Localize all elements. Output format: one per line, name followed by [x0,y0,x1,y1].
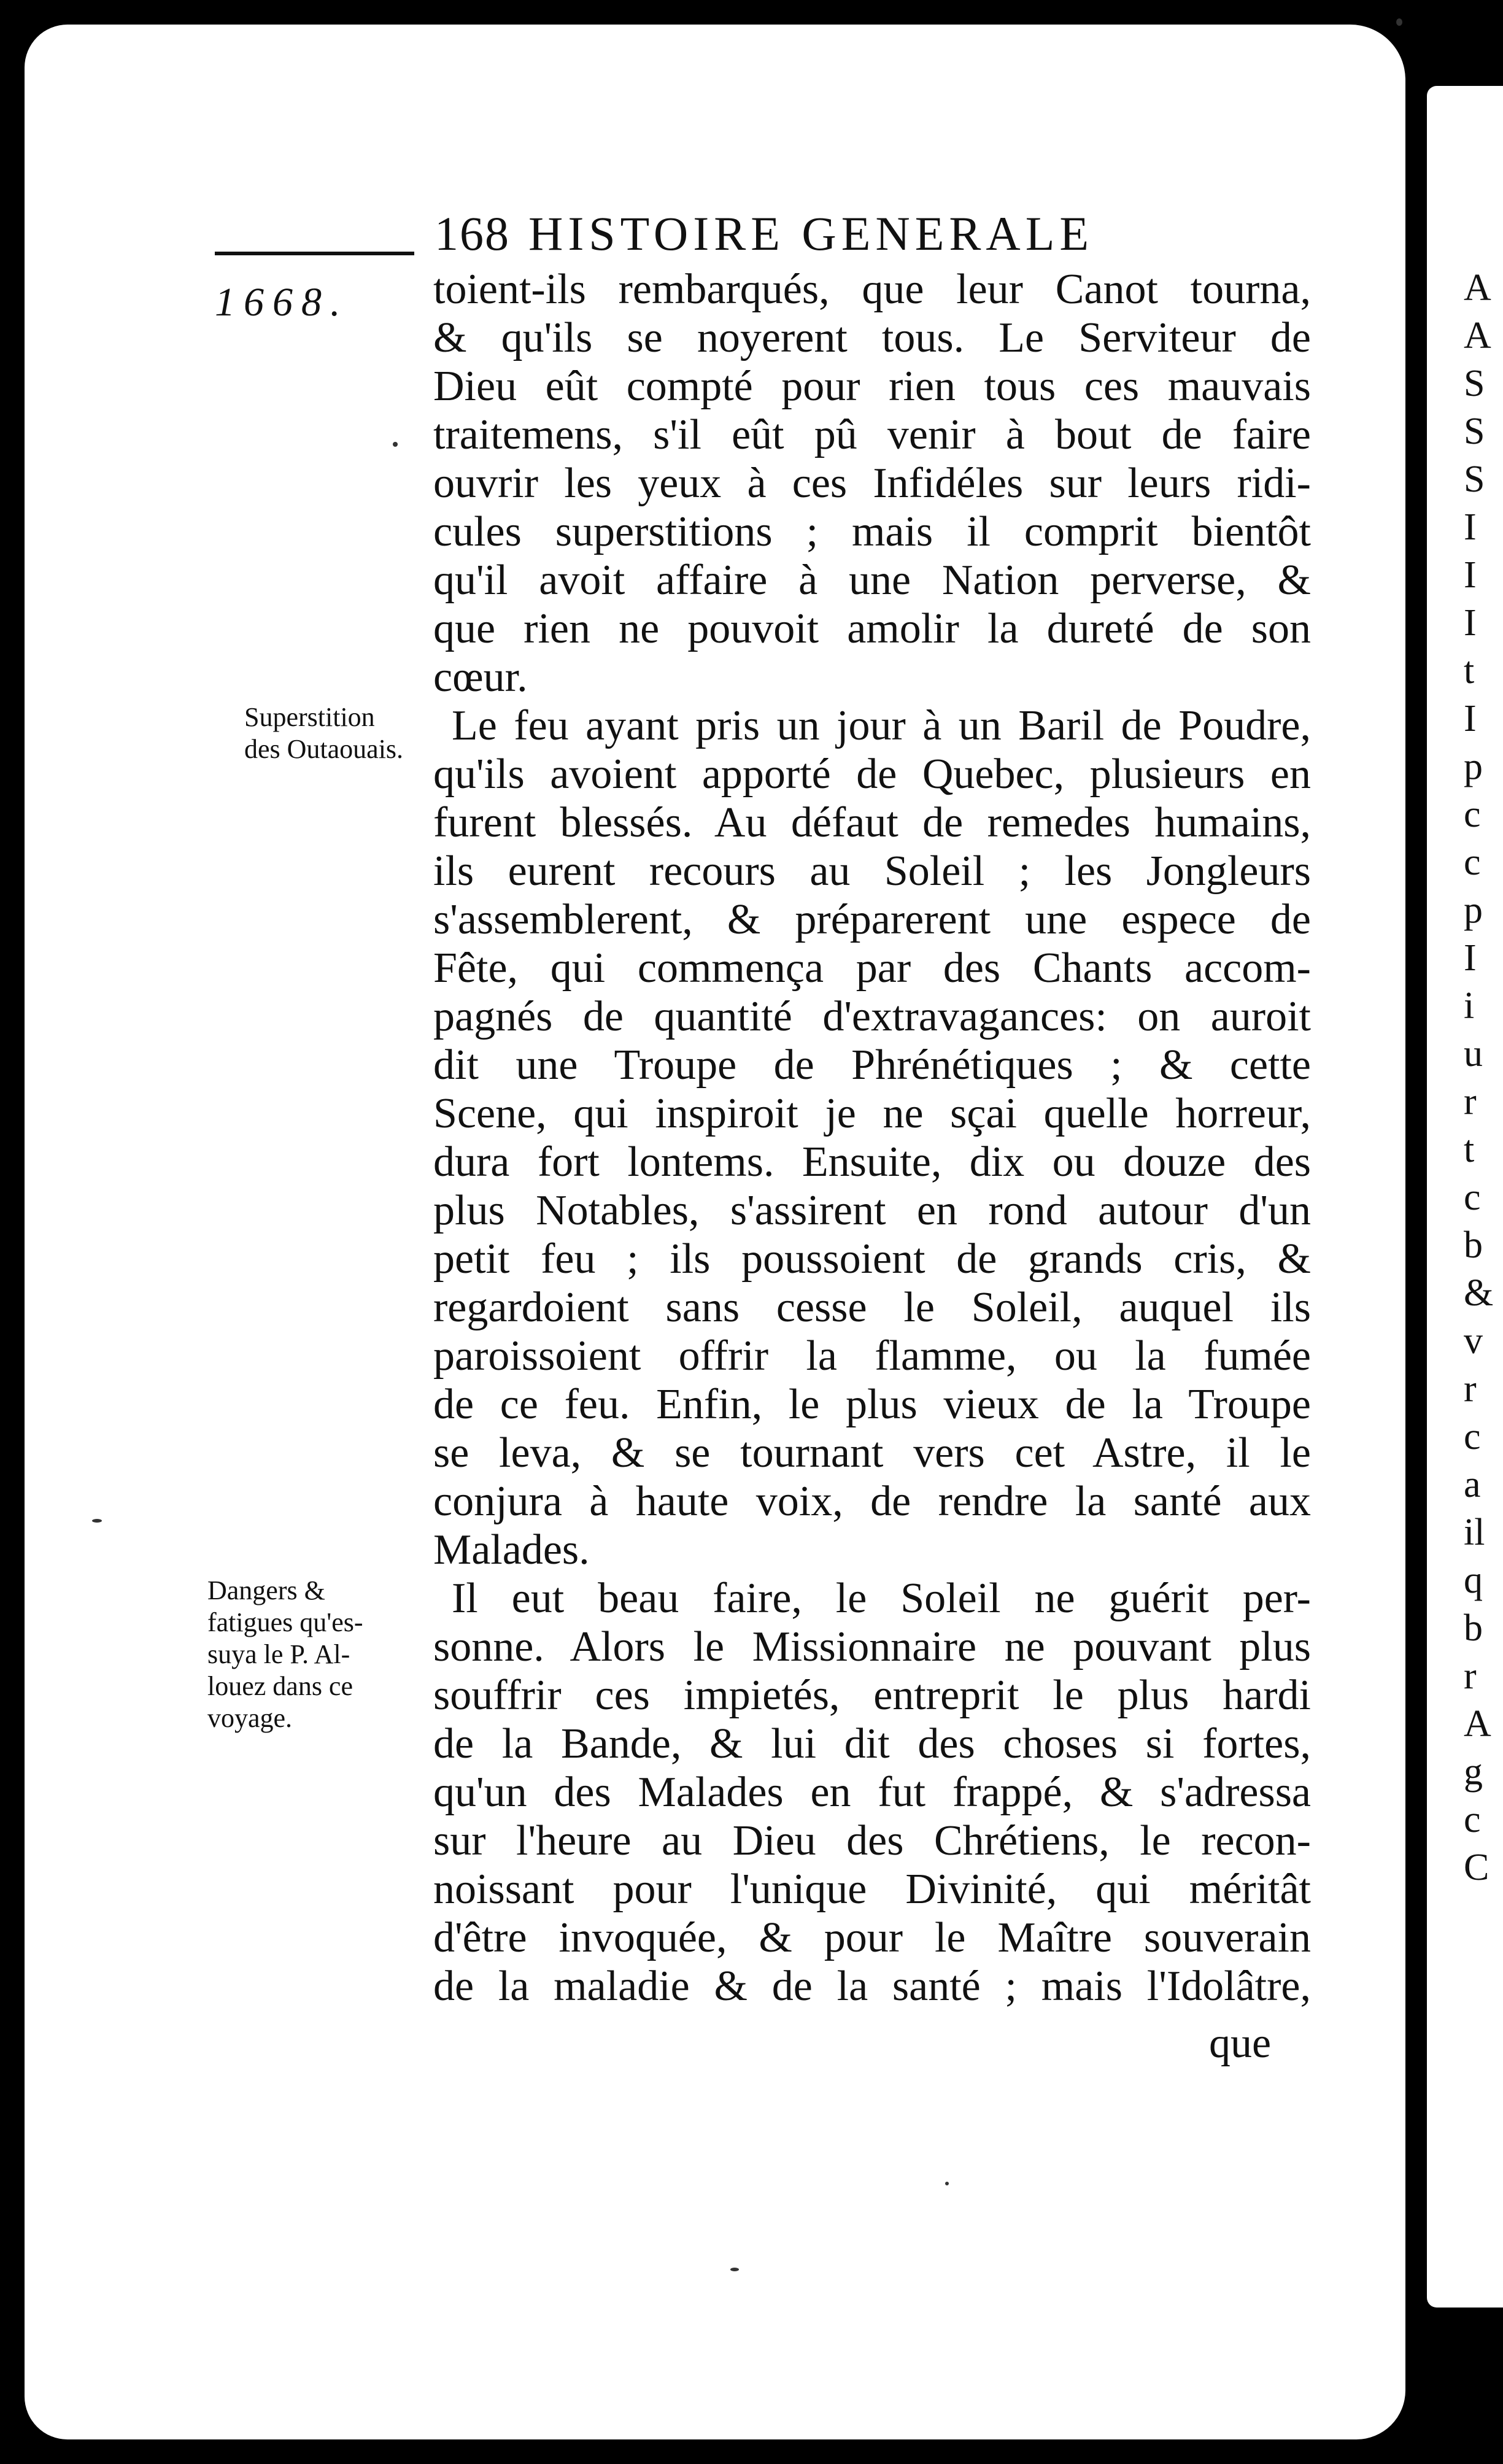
adjacent-page-letter: v [1464,1320,1483,1362]
print-speck [393,442,398,447]
text-line: qu'il avoit affaire à une Nation perverse, & [433,557,1311,604]
text-line: sur l'heure au Dieu des Chrétiens, le recon- [433,1817,1311,1864]
print-speck [92,1519,102,1523]
adjacent-page-letter: b [1464,1607,1483,1649]
adjacent-page-letter: I [1464,937,1477,979]
adjacent-page-letter: p [1464,746,1483,787]
adjacent-page-letter: r [1464,1081,1477,1122]
text-line: Dieu eût compté pour rien tous ces mauvais [433,363,1311,410]
header-rule [215,252,414,255]
adjacent-page-letter: r [1464,1368,1477,1410]
text-line: ouvrir les yeux à ces Infidéles sur leurs ridi- [433,460,1311,507]
adjacent-page-letter: A [1464,267,1491,309]
text-line: cules superstitions ; mais il comprit bientôt [433,508,1311,555]
text-line: ils eurent recours au Soleil ; les Jongleurs [433,848,1311,895]
running-header [435,206,1281,274]
margin-note-line: Superstition [244,702,375,732]
adjacent-page-letter: u [1464,1033,1483,1075]
adjacent-page-letter: I [1464,698,1477,740]
text-line: que rien ne pouvoit amolir la dureté de son [433,605,1311,652]
text-line: furent blessés. Au défaut de remedes humains, [433,799,1311,846]
adjacent-page-letter: b [1464,1224,1483,1266]
adjacent-page-letter: t [1464,1129,1475,1170]
adjacent-page-letter: c [1464,841,1481,883]
running-title: HISTOIRE GENERALE [528,207,1094,260]
text-line: qu'un des Malades en fut frappé, & s'adressa [433,1769,1311,1816]
adjacent-page-letter: il [1464,1512,1485,1553]
adjacent-page-letter: t [1464,650,1475,692]
adjacent-page-letter: I [1464,506,1477,548]
text-line: Il eut beau faire, le Soleil ne guérit per- [452,1575,1311,1622]
text-line: noissant pour l'unique Divinité, qui méritât [433,1866,1311,1913]
text-line: de la maladie & de la santé ; mais l'Idolâtre, [433,1963,1311,2010]
text-line: se leva, & se tournant vers cet Astre, il le [433,1429,1311,1477]
margin-note-line: fatigues qu'es- [207,1607,363,1637]
text-line: Scene, qui inspiroit je ne sçai quelle horreur, [433,1090,1311,1137]
margin-note-line: des Outaouais. [244,734,404,764]
margin-note-superstition [244,701,441,765]
text-line: Malades. [433,1526,590,1574]
text-line: de la Bande, & lui dit des choses si fortes, [433,1720,1311,1767]
adjacent-page-letter: p [1464,889,1483,931]
page-number: 168 [435,207,510,260]
text-line: conjura à haute voix, de rendre la santé aux [433,1478,1311,1525]
adjacent-page-letter: i [1464,985,1475,1027]
text-line: cœur. [433,654,528,701]
text-line: d'être invoquée, & pour le Maître souverain [433,1914,1311,1961]
margin-note-line: voyage. [207,1703,293,1733]
adjacent-page-letter: c [1464,794,1481,835]
adjacent-page-letter: r [1464,1655,1477,1697]
adjacent-page-letter: c [1464,1176,1481,1218]
text-line: regardoient sans cesse le Soleil, auquel ils [433,1284,1311,1331]
text-line: Le feu ayant pris un jour à un Baril de Poudre, [452,702,1311,749]
margin-note-dangers [207,1575,428,1734]
print-speck [730,2268,739,2271]
adjacent-page-letter: I [1464,554,1477,596]
text-line: Fête, qui commença par des Chants accom- [433,944,1311,992]
adjacent-page-letter: c [1464,1799,1481,1840]
text-line: qu'ils avoient apporté de Quebec, plusieurs en [433,751,1311,798]
adjacent-page-letters [1464,264,1503,1921]
adjacent-page-letter: & [1464,1272,1494,1314]
text-line: petit feu ; ils poussoient de grands cris, & [433,1235,1311,1283]
text-line: pagnés de quantité d'extravagances: on auroit [433,993,1311,1040]
text-line: paroissoient offrir la flamme, ou la fumée [433,1332,1311,1380]
adjacent-page-letter: a [1464,1464,1481,1505]
main-text-block [433,265,1311,2010]
print-speck [945,2182,949,2185]
text-line: dura fort lontems. Ensuite, dix ou douze des [433,1138,1311,1186]
adjacent-page-letter: I [1464,602,1477,644]
margin-note-line: suya le P. Al- [207,1639,350,1669]
text-line: souffrir ces impietés, entreprit le plus hardi [433,1672,1311,1719]
adjacent-page-letter: S [1464,458,1485,500]
adjacent-page-letter: C [1464,1847,1489,1888]
text-line: s'assemblerent, & préparerent une espece de [433,896,1311,943]
print-speck [1396,18,1402,26]
text-line: & qu'ils se noyerent tous. Le Serviteur de [433,314,1311,361]
text-line: toient-ils rembarqués, que leur Canot tourna, [433,266,1311,313]
text-line: de ce feu. Enfin, le plus vieux de la Troupe [433,1381,1311,1428]
text-line: dit une Troupe de Phrénétiques ; & cette [433,1041,1311,1089]
catchword: que [1209,2020,1272,2067]
adjacent-page-letter: S [1464,411,1485,452]
adjacent-page-letter: c [1464,1416,1481,1458]
adjacent-page-letter: q [1464,1559,1483,1601]
adjacent-page-letter: A [1464,315,1491,357]
adjacent-page-letter: g [1464,1751,1483,1793]
text-line: sonne. Alors le Missionnaire ne pouvant plus [433,1623,1311,1670]
text-line: traitemens, s'il eût pû venir à bout de faire [433,411,1311,458]
margin-year: 1668. [215,280,349,325]
adjacent-page-letter: S [1464,363,1485,404]
margin-note-line: Dangers & [207,1575,325,1605]
margin-note-line: louez dans ce [207,1671,353,1701]
text-line: plus Notables, s'assirent en rond autour d'un [433,1187,1311,1234]
adjacent-page-letter: A [1464,1703,1491,1745]
